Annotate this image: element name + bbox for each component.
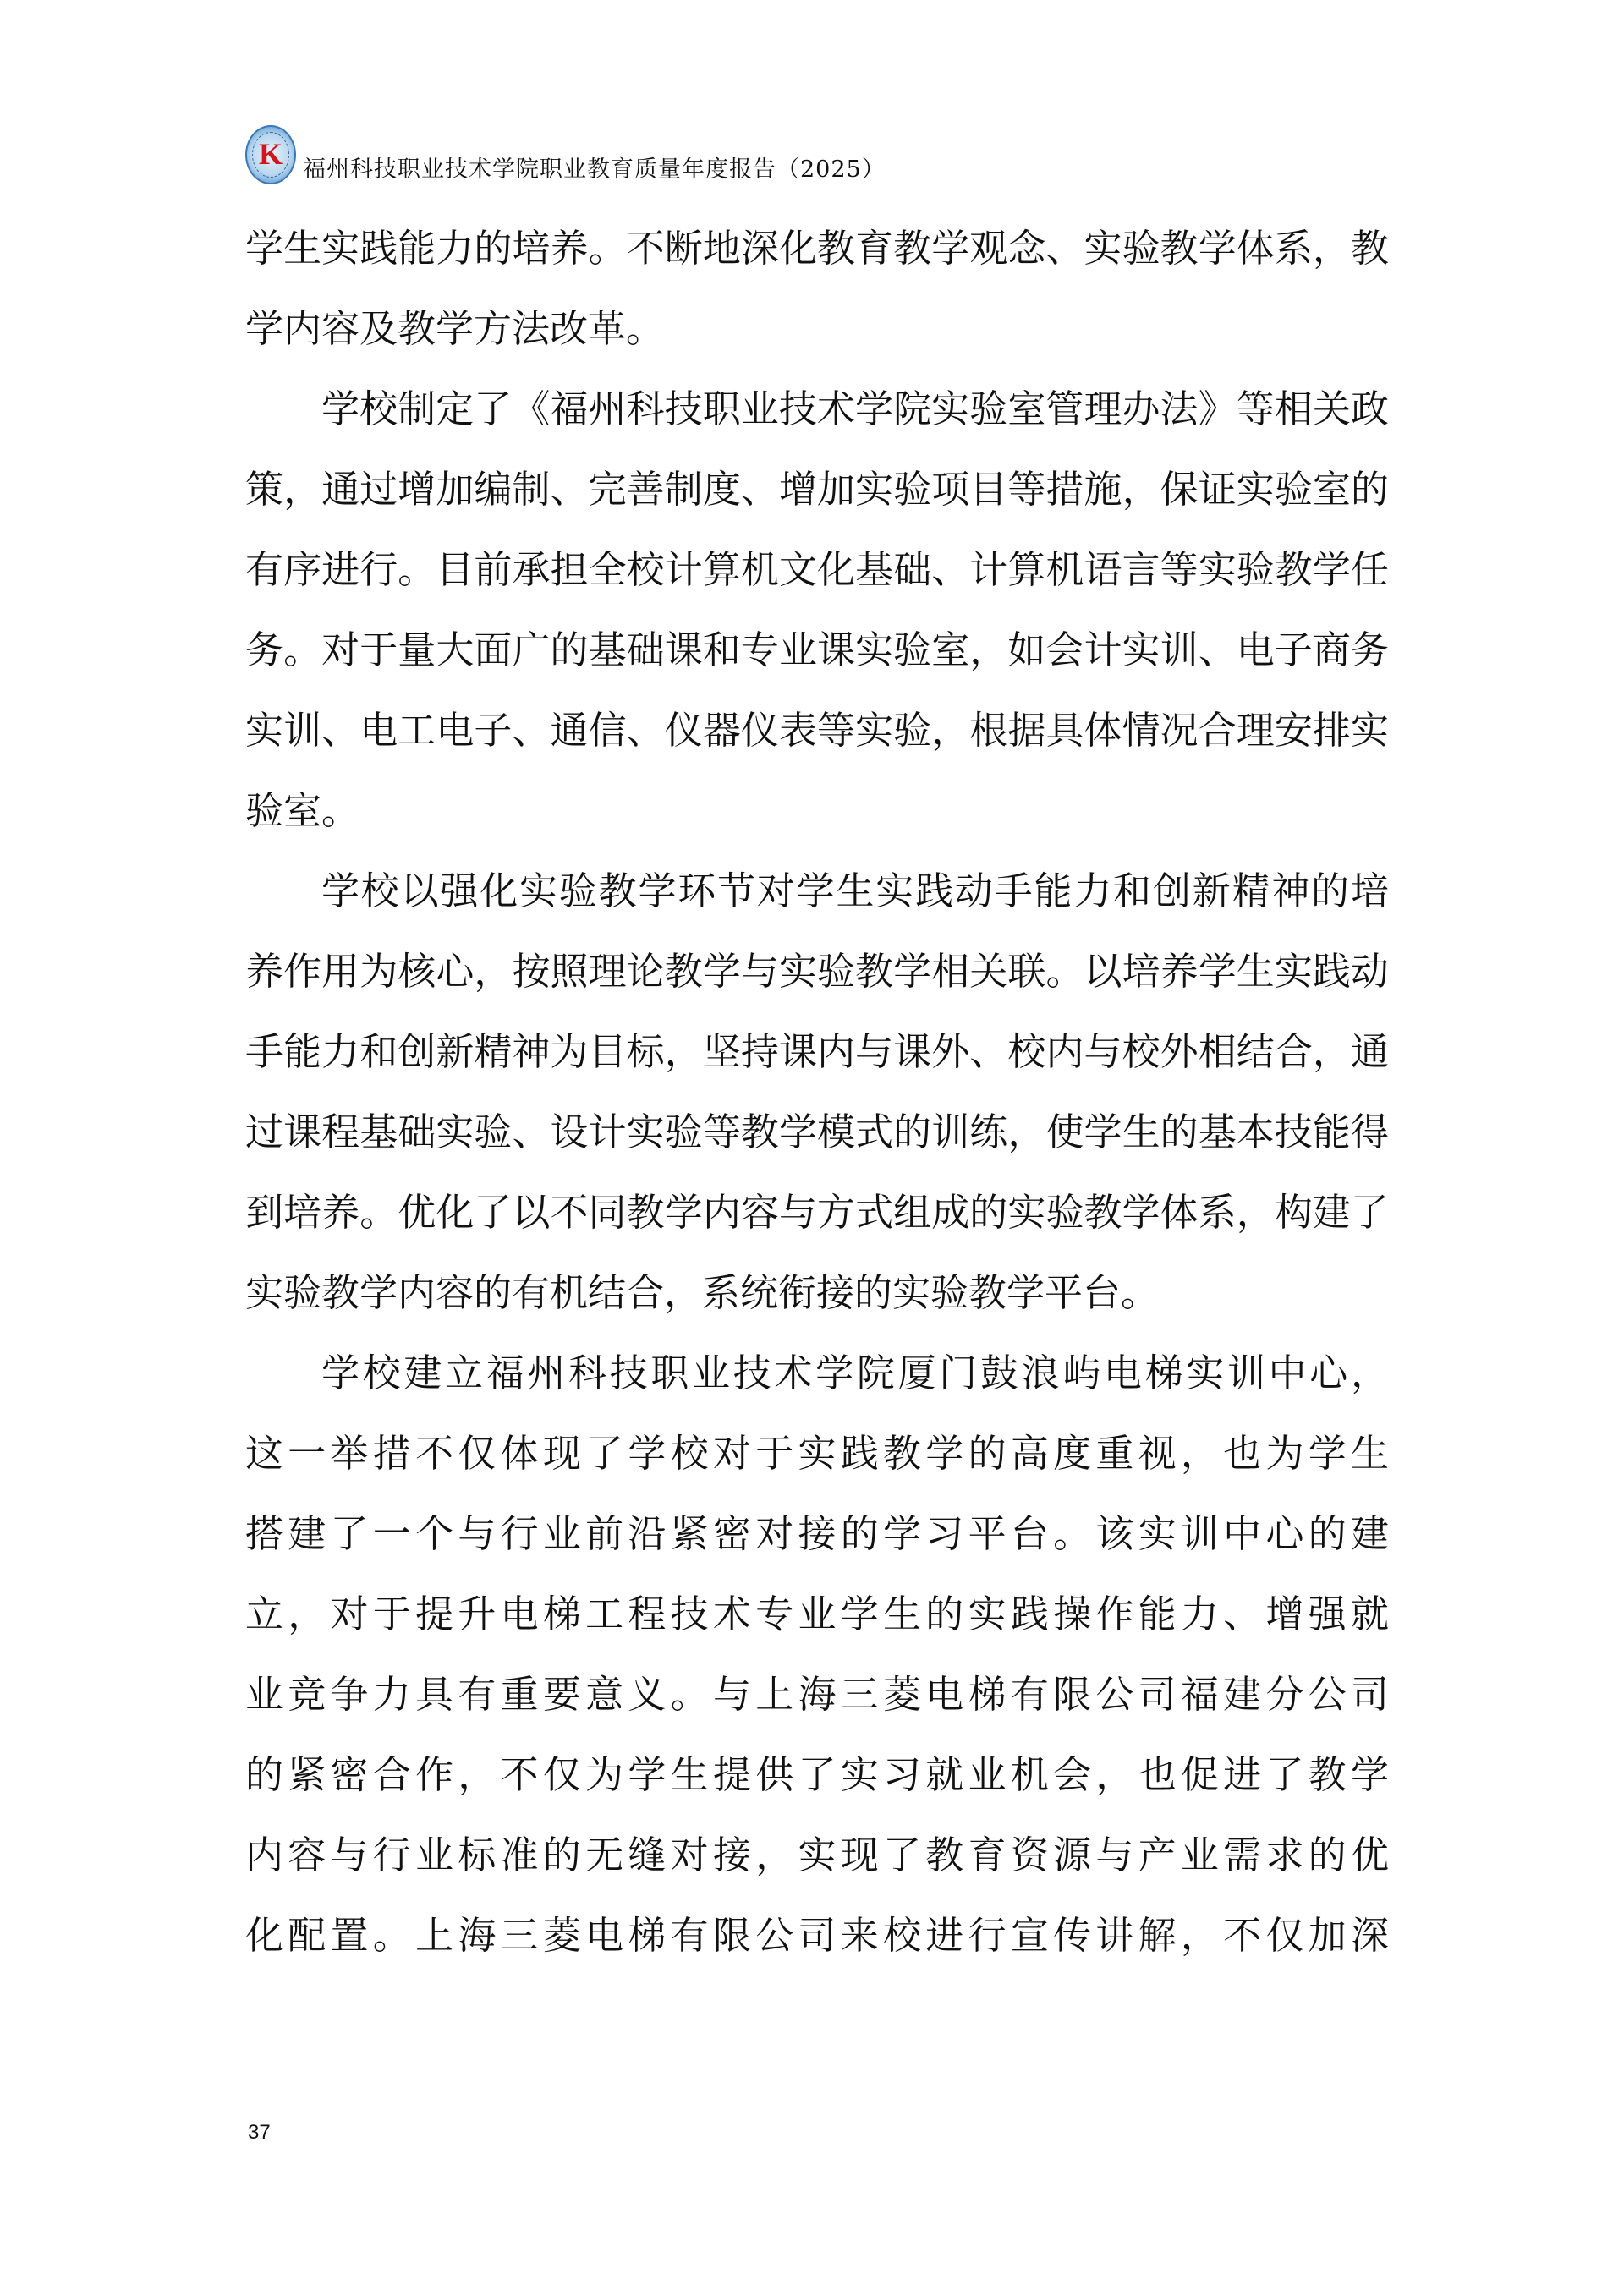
text-line: 手能力和创新精神为目标，坚持课内与课外、校内与校外相结合，通 xyxy=(245,1029,1389,1074)
paragraph-1 xyxy=(245,208,1389,369)
text-line: 养作用为核心，按照理论教学与实验教学相关联。以培养学生实践动 xyxy=(245,949,1389,994)
text-line: 学校制定了《福州科技职业技术学院实验室管理办法》等相关政 xyxy=(321,386,1389,431)
text-line: 学校以强化实验教学环节对学生实践动手能力和创新精神的培 xyxy=(321,869,1389,913)
text-line: 实训、电工电子、通信、仪器仪表等实验，根据具体情况合理安排实 xyxy=(245,708,1389,753)
text-line: 的紧密合作，不仅为学生提供了实习就业机会，也促进了教学 xyxy=(245,1752,1389,1797)
text-line: 学生实践能力的培养。不断地深化教育教学观念、实验教学体系，教 xyxy=(245,226,1389,271)
school-logo-icon xyxy=(245,125,296,184)
text-line: 策，通过增加编制、完善制度、增加实验项目等措施，保证实验室的 xyxy=(245,467,1389,512)
paragraph-2 xyxy=(245,369,1389,851)
text-line: 内容与行业标准的无缝对接，实现了教育资源与产业需求的优 xyxy=(245,1833,1389,1877)
text-line: 实验教学内容的有机结合，系统衔接的实验教学平台。 xyxy=(245,1270,1160,1315)
text-line: 务。对于量大面广的基础课和专业课实验室，如会计实训、电子商务 xyxy=(245,627,1389,672)
paragraph-4 xyxy=(245,1333,1389,1975)
text-line: 学校建立福州科技职业技术学院厦门鼓浪屿电梯实训中心， xyxy=(321,1351,1389,1395)
logo-letter: K xyxy=(258,137,283,171)
text-line: 化配置。上海三菱电梯有限公司来校进行宣传讲解，不仅加深 xyxy=(245,1913,1389,1958)
text-line: 业竞争力具有重要意义。与上海三菱电梯有限公司福建分公司 xyxy=(245,1672,1389,1717)
text-line: 立，对于提升电梯工程技术专业学生的实践操作能力、增强就 xyxy=(245,1592,1389,1636)
text-line: 验室。 xyxy=(245,788,360,833)
text-line: 有序进行。目前承担全校计算机文化基础、计算机语言等实验教学任 xyxy=(245,547,1389,592)
text-line: 搭建了一个与行业前沿紧密对接的学习平台。该实训中心的建 xyxy=(245,1511,1389,1556)
text-line: 过课程基础实验、设计实验等教学模式的训练，使学生的基本技能得 xyxy=(245,1110,1389,1154)
page-header xyxy=(245,117,886,184)
text-line: 到培养。优化了以不同教学内容与方式组成的实验教学体系，构建了 xyxy=(245,1190,1389,1235)
paragraph-3 xyxy=(245,851,1389,1333)
report-title: 福州科技职业技术学院职业教育质量年度报告（2025） xyxy=(303,156,886,183)
text-line: 学内容及教学方法改革。 xyxy=(245,306,665,351)
page-number: 37 xyxy=(248,2121,271,2144)
document-body xyxy=(245,208,1389,1975)
text-line: 这一举措不仅体现了学校对于实践教学的高度重视，也为学生 xyxy=(245,1431,1389,1476)
